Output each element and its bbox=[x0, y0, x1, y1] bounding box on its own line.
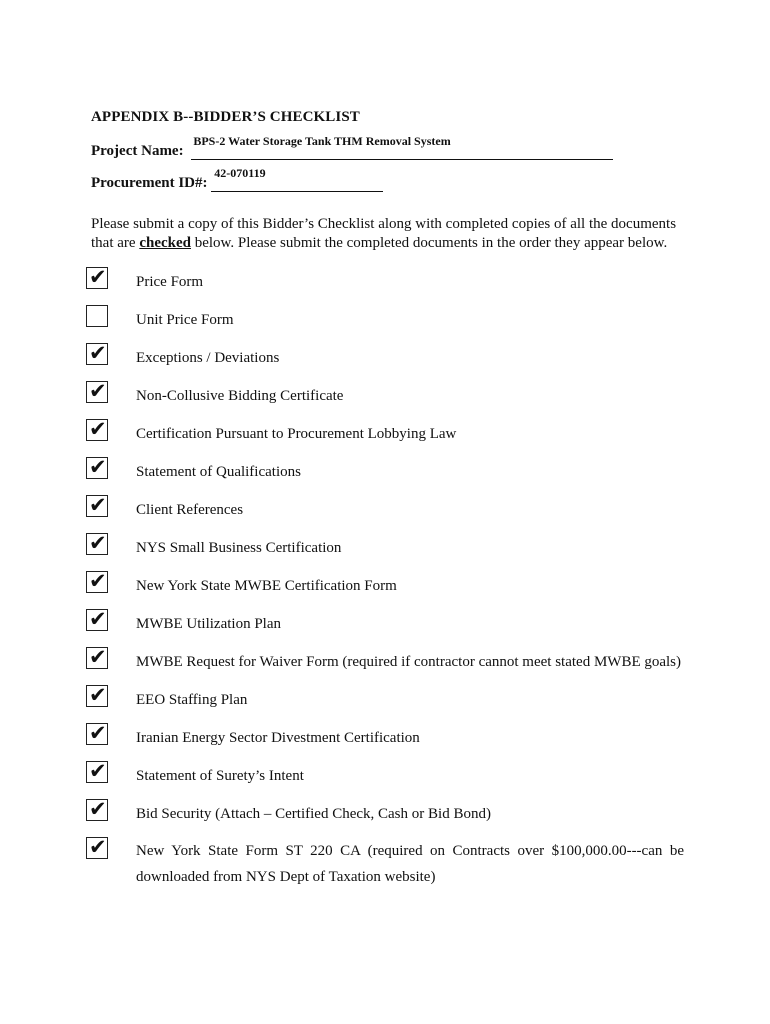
checklist-checkbox[interactable] bbox=[86, 381, 108, 403]
checkmark-icon: ✔ bbox=[89, 607, 107, 631]
instructions-text-part2: below. Please submit the completed documents in the order they appear below. bbox=[190, 235, 668, 251]
checkmark-icon: ✔ bbox=[89, 645, 107, 669]
checkmark-icon: ✔ bbox=[89, 797, 107, 821]
checkmark-icon: ✔ bbox=[89, 417, 107, 441]
checklist-item-label: MWBE Request for Waiver Form (required if contractor cannot meet stated MWBE goals) bbox=[136, 654, 682, 670]
checklist-item bbox=[86, 723, 696, 749]
checklist-checkbox[interactable] bbox=[86, 419, 108, 441]
checklist-item bbox=[86, 835, 696, 885]
checklist-checkbox[interactable] bbox=[86, 495, 108, 517]
checklist-item-label: Exceptions / Deviations bbox=[136, 350, 280, 366]
checklist-checkbox[interactable] bbox=[86, 343, 108, 365]
checklist-item bbox=[86, 267, 696, 293]
checklist-item-label: Statement of Qualifications bbox=[136, 464, 301, 480]
checkmark-icon: ✔ bbox=[89, 759, 107, 783]
checklist-item bbox=[86, 685, 696, 711]
checklist-item bbox=[86, 609, 696, 635]
checklist-item-label: Price Form bbox=[136, 274, 204, 290]
document-title: APPENDIX B--BIDDER’S CHECKLIST bbox=[91, 109, 360, 125]
checkmark-icon: ✔ bbox=[89, 569, 107, 593]
checkmark-icon: ✔ bbox=[89, 379, 107, 403]
checklist-item bbox=[86, 571, 696, 597]
checklist-item-label: New York State Form ST 220 CA (required on Contracts over $100,000.00---can be downloaded from NYS Dept of Taxation website) bbox=[136, 843, 684, 885]
checkmark-icon: ✔ bbox=[89, 341, 107, 365]
checklist-checkbox[interactable] bbox=[86, 267, 108, 289]
project-name-label: Project Name: bbox=[91, 143, 184, 159]
instructions-paragraph bbox=[91, 215, 691, 253]
procurement-id-field[interactable] bbox=[211, 166, 383, 192]
checkmark-icon: ✔ bbox=[89, 265, 107, 289]
instructions-emphasis: checked bbox=[139, 235, 191, 251]
project-name-row bbox=[91, 134, 613, 160]
checklist-checkbox[interactable] bbox=[86, 305, 108, 327]
checklist-item-label: Bid Security (Attach – Certified Check, Cash or Bid Bond) bbox=[136, 806, 491, 822]
checklist-item bbox=[86, 799, 696, 825]
checklist-item bbox=[86, 495, 696, 521]
checklist-checkbox[interactable] bbox=[86, 761, 108, 783]
checklist-item-label: New York State MWBE Certification Form bbox=[136, 578, 397, 594]
project-name-value: BPS-2 Water Storage Tank THM Removal System bbox=[193, 134, 451, 148]
checklist-item-label: Client References bbox=[136, 502, 244, 518]
checklist-checkbox[interactable] bbox=[86, 533, 108, 555]
checklist-checkbox[interactable] bbox=[86, 799, 108, 821]
checkmark-icon: ✔ bbox=[89, 531, 107, 555]
checklist-item-label: Certification Pursuant to Procurement Lobbying Law bbox=[136, 426, 457, 442]
checklist-checkbox[interactable] bbox=[86, 723, 108, 745]
checklist-item bbox=[86, 381, 696, 407]
checklist-checkbox[interactable] bbox=[86, 837, 108, 859]
checklist-checkbox[interactable] bbox=[86, 647, 108, 669]
checklist-item-label: MWBE Utilization Plan bbox=[136, 616, 281, 632]
checklist-checkbox[interactable] bbox=[86, 457, 108, 479]
checkmark-icon: ✔ bbox=[89, 721, 107, 745]
checklist-item-label: NYS Small Business Certification bbox=[136, 540, 342, 556]
checklist-item bbox=[86, 343, 696, 369]
checklist-item bbox=[86, 533, 696, 559]
checklist-checkbox[interactable] bbox=[86, 609, 108, 631]
project-name-field[interactable] bbox=[191, 134, 613, 160]
checklist-item bbox=[86, 761, 696, 787]
checklist-item bbox=[86, 647, 696, 673]
procurement-id-value: 42-070119 bbox=[214, 166, 266, 180]
checklist-item-label: EEO Staffing Plan bbox=[136, 692, 248, 708]
procurement-id-row bbox=[91, 166, 383, 192]
checkmark-icon: ✔ bbox=[89, 455, 107, 479]
procurement-id-label: Procurement ID#: bbox=[91, 175, 208, 191]
checkmark-icon: ✔ bbox=[89, 835, 107, 859]
checkmark-icon: ✔ bbox=[89, 493, 107, 517]
instructions-text-part1: Please submit a copy of this Bidder’s Checklist along with completed copies of all the documents that are bbox=[91, 216, 677, 251]
checklist-item-label: Statement of Surety’s Intent bbox=[136, 768, 304, 784]
checklist-checkbox[interactable] bbox=[86, 571, 108, 593]
checklist-item-label: Iranian Energy Sector Divestment Certification bbox=[136, 730, 420, 746]
checklist-item bbox=[86, 305, 696, 331]
checklist-checkbox[interactable] bbox=[86, 685, 108, 707]
checklist-item-label: Unit Price Form bbox=[136, 312, 234, 328]
checklist-item bbox=[86, 419, 696, 445]
checklist-item-label: Non-Collusive Bidding Certificate bbox=[136, 388, 344, 404]
checkmark-icon: ✔ bbox=[89, 683, 107, 707]
checklist-item bbox=[86, 457, 696, 483]
